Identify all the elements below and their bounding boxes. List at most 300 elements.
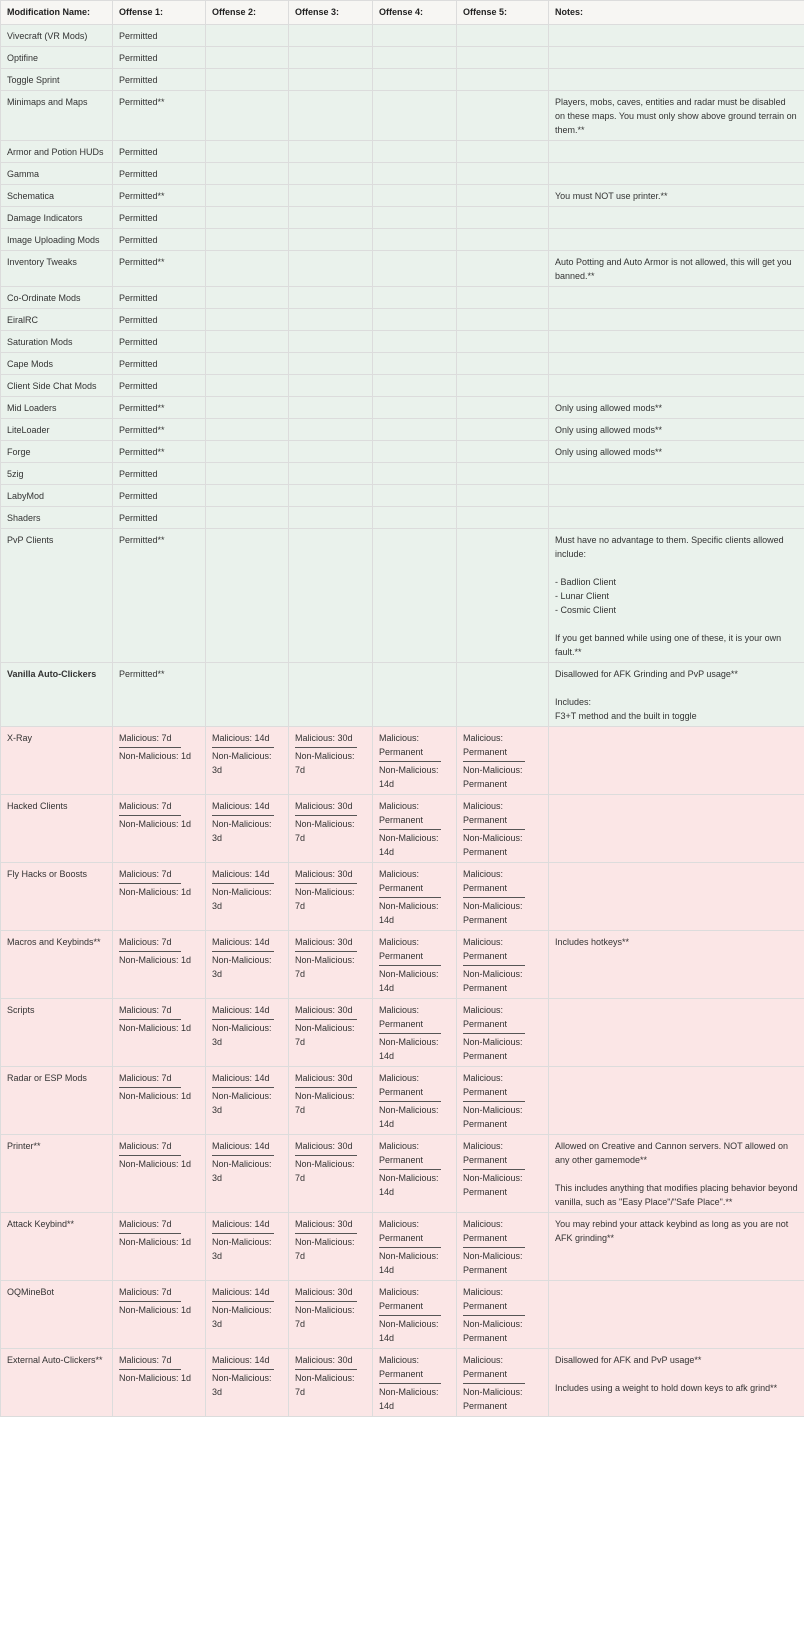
penalty-divider xyxy=(295,1301,357,1302)
notes-cell xyxy=(549,287,804,309)
mod-name-cell: External Auto-Clickers** xyxy=(1,1349,113,1417)
penalty-divider xyxy=(463,1315,525,1316)
mod-name-cell: Shaders xyxy=(1,507,113,529)
mod-name-cell: Client Side Chat Mods xyxy=(1,375,113,397)
empty-cell xyxy=(457,309,549,331)
empty-cell xyxy=(289,69,373,91)
malicious-penalty: Malicious: Permanent xyxy=(463,937,508,961)
malicious-penalty: Malicious: 30d xyxy=(295,1355,353,1365)
empty-cell xyxy=(457,251,549,287)
penalty-cell xyxy=(289,1349,373,1417)
non-malicious-penalty: Non-Malicious: 1d xyxy=(119,1023,192,1033)
penalty-cell xyxy=(373,1067,457,1135)
penalty-cell xyxy=(113,795,206,863)
notes-cell xyxy=(549,507,804,529)
status-cell: Permitted** xyxy=(113,251,206,287)
notes-cell xyxy=(549,251,804,287)
empty-cell xyxy=(373,229,457,251)
table-row xyxy=(1,91,804,141)
empty-cell xyxy=(289,419,373,441)
penalty-cell xyxy=(457,999,549,1067)
malicious-penalty: Malicious: Permanent xyxy=(379,1219,424,1243)
mod-name-cell: EiralRC xyxy=(1,309,113,331)
mod-name-cell: Hacked Clients xyxy=(1,795,113,863)
non-malicious-penalty: Non-Malicious: 14d xyxy=(379,969,439,993)
non-malicious-penalty: Non-Malicious: 3d xyxy=(212,955,272,979)
penalty-divider xyxy=(463,1033,525,1034)
notes-cell xyxy=(549,309,804,331)
table-row xyxy=(1,507,804,529)
mod-name-cell: Image Uploading Mods xyxy=(1,229,113,251)
non-malicious-penalty: Non-Malicious: 1d xyxy=(119,751,192,761)
non-malicious-penalty: Non-Malicious: Permanent xyxy=(463,1251,523,1275)
non-malicious-penalty: Non-Malicious: 3d xyxy=(212,1305,272,1329)
notes-line: Includes: xyxy=(555,697,592,707)
table-row xyxy=(1,419,804,441)
non-malicious-penalty: Non-Malicious: 1d xyxy=(119,1305,192,1315)
malicious-penalty: Malicious: 7d xyxy=(119,1073,172,1083)
notes-line: You may rebind your attack keybind as long as you are not AFK grinding** xyxy=(555,1219,789,1243)
notes-cell xyxy=(549,663,804,727)
malicious-penalty: Malicious: 14d xyxy=(212,869,270,879)
mod-name-cell: Gamma xyxy=(1,163,113,185)
penalty-divider xyxy=(463,761,525,762)
empty-cell xyxy=(206,663,289,727)
empty-cell xyxy=(457,207,549,229)
table-row xyxy=(1,47,804,69)
non-malicious-penalty: Non-Malicious: 3d xyxy=(212,1159,272,1183)
empty-cell xyxy=(289,507,373,529)
non-malicious-penalty: Non-Malicious: 3d xyxy=(212,751,272,775)
notes-cell xyxy=(549,441,804,463)
malicious-penalty: Malicious: 30d xyxy=(295,1073,353,1083)
non-malicious-penalty: Non-Malicious: 7d xyxy=(295,1023,355,1047)
malicious-penalty: Malicious: 7d xyxy=(119,1287,172,1297)
penalty-divider xyxy=(463,1247,525,1248)
status-cell: Permitted** xyxy=(113,91,206,141)
empty-cell xyxy=(206,163,289,185)
penalty-divider xyxy=(119,1369,181,1370)
empty-cell xyxy=(373,663,457,727)
mod-name-cell: Schematica xyxy=(1,185,113,207)
non-malicious-penalty: Non-Malicious: 1d xyxy=(119,819,192,829)
malicious-penalty: Malicious: 14d xyxy=(212,937,270,947)
non-malicious-penalty: Non-Malicious: 1d xyxy=(119,1159,192,1169)
penalty-cell xyxy=(373,931,457,999)
malicious-penalty: Malicious: 7d xyxy=(119,937,172,947)
notes-cell xyxy=(549,931,804,999)
penalty-divider xyxy=(212,1019,274,1020)
table-body xyxy=(1,25,804,1417)
non-malicious-penalty: Non-Malicious: 14d xyxy=(379,1173,439,1197)
status-cell: Permitted xyxy=(113,287,206,309)
penalty-cell xyxy=(113,1349,206,1417)
notes-cell xyxy=(549,141,804,163)
notes-cell xyxy=(549,229,804,251)
penalty-cell xyxy=(206,727,289,795)
non-malicious-penalty: Non-Malicious: 3d xyxy=(212,1237,272,1261)
penalty-cell xyxy=(289,1067,373,1135)
penalty-divider xyxy=(119,883,181,884)
empty-cell xyxy=(373,419,457,441)
non-malicious-penalty: Non-Malicious: 14d xyxy=(379,1037,439,1061)
empty-cell xyxy=(206,463,289,485)
penalty-divider xyxy=(295,815,357,816)
table-row xyxy=(1,331,804,353)
non-malicious-penalty: Non-Malicious: 7d xyxy=(295,955,355,979)
empty-cell xyxy=(206,229,289,251)
notes-cell xyxy=(549,863,804,931)
empty-cell xyxy=(373,69,457,91)
table-row xyxy=(1,931,804,999)
notes-cell xyxy=(549,397,804,419)
penalty-divider xyxy=(295,951,357,952)
empty-cell xyxy=(373,485,457,507)
non-malicious-penalty: Non-Malicious: Permanent xyxy=(463,833,523,857)
non-malicious-penalty: Non-Malicious: 14d xyxy=(379,901,439,925)
malicious-penalty: Malicious: 14d xyxy=(212,1219,270,1229)
empty-cell xyxy=(457,141,549,163)
empty-cell xyxy=(206,207,289,229)
non-malicious-penalty: Non-Malicious: 14d xyxy=(379,765,439,789)
empty-cell xyxy=(457,287,549,309)
penalty-divider xyxy=(212,1087,274,1088)
non-malicious-penalty: Non-Malicious: 14d xyxy=(379,833,439,857)
non-malicious-penalty: Non-Malicious: 7d xyxy=(295,751,355,775)
notes-spacer xyxy=(555,617,798,631)
notes-line: - Cosmic Client xyxy=(555,605,617,615)
non-malicious-penalty: Non-Malicious: 7d xyxy=(295,819,355,843)
penalty-divider xyxy=(463,829,525,830)
empty-cell xyxy=(457,663,549,727)
notes-cell xyxy=(549,353,804,375)
empty-cell xyxy=(289,25,373,47)
penalty-cell xyxy=(373,1135,457,1213)
notes-cell xyxy=(549,331,804,353)
empty-cell xyxy=(206,419,289,441)
header-offense-3: Offense 3: xyxy=(289,1,373,25)
penalty-cell xyxy=(373,727,457,795)
empty-cell xyxy=(457,375,549,397)
penalty-cell xyxy=(206,1067,289,1135)
penalty-divider xyxy=(119,1019,181,1020)
empty-cell xyxy=(289,309,373,331)
table-row xyxy=(1,1281,804,1349)
table-row xyxy=(1,375,804,397)
empty-cell xyxy=(373,207,457,229)
penalty-cell xyxy=(206,1135,289,1213)
empty-cell xyxy=(457,47,549,69)
notes-line: - Badlion Client xyxy=(555,577,617,587)
empty-cell xyxy=(373,441,457,463)
penalty-cell xyxy=(457,795,549,863)
empty-cell xyxy=(289,485,373,507)
non-malicious-penalty: Non-Malicious: Permanent xyxy=(463,1105,523,1129)
malicious-penalty: Malicious: 30d xyxy=(295,733,353,743)
malicious-penalty: Malicious: Permanent xyxy=(379,1141,424,1165)
penalty-cell xyxy=(206,931,289,999)
non-malicious-penalty: Non-Malicious: Permanent xyxy=(463,1037,523,1061)
header-offense-2: Offense 2: xyxy=(206,1,289,25)
penalty-cell xyxy=(113,1281,206,1349)
penalty-cell xyxy=(113,1213,206,1281)
header-offense-5: Offense 5: xyxy=(457,1,549,25)
penalty-divider xyxy=(119,815,181,816)
penalty-divider xyxy=(295,1019,357,1020)
malicious-penalty: Malicious: 14d xyxy=(212,1287,270,1297)
notes-line: Only using allowed mods** xyxy=(555,447,663,457)
malicious-penalty: Malicious: 14d xyxy=(212,1005,270,1015)
empty-cell xyxy=(457,229,549,251)
empty-cell xyxy=(289,287,373,309)
empty-cell xyxy=(457,441,549,463)
table-row xyxy=(1,1349,804,1417)
non-malicious-penalty: Non-Malicious: 7d xyxy=(295,887,355,911)
penalty-divider xyxy=(119,1233,181,1234)
empty-cell xyxy=(289,663,373,727)
table-row xyxy=(1,251,804,287)
empty-cell xyxy=(457,69,549,91)
penalty-divider xyxy=(379,897,441,898)
penalty-cell xyxy=(206,863,289,931)
notes-line: Disallowed for AFK and PvP usage** xyxy=(555,1355,702,1365)
non-malicious-penalty: Non-Malicious: Permanent xyxy=(463,1173,523,1197)
status-cell: Permitted xyxy=(113,375,206,397)
mod-name-cell: 5zig xyxy=(1,463,113,485)
empty-cell xyxy=(206,251,289,287)
penalty-divider xyxy=(379,1247,441,1248)
notes-cell xyxy=(549,999,804,1067)
empty-cell xyxy=(206,397,289,419)
malicious-penalty: Malicious: 7d xyxy=(119,1141,172,1151)
penalty-cell xyxy=(373,1281,457,1349)
malicious-penalty: Malicious: 7d xyxy=(119,1355,172,1365)
non-malicious-penalty: Non-Malicious: 14d xyxy=(379,1319,439,1343)
non-malicious-penalty: Non-Malicious: 3d xyxy=(212,1373,272,1397)
penalty-cell xyxy=(457,1067,549,1135)
non-malicious-penalty: Non-Malicious: 7d xyxy=(295,1237,355,1261)
empty-cell xyxy=(206,507,289,529)
penalty-divider xyxy=(463,897,525,898)
empty-cell xyxy=(373,463,457,485)
mod-name-cell: Inventory Tweaks xyxy=(1,251,113,287)
malicious-penalty: Malicious: Permanent xyxy=(463,733,508,757)
empty-cell xyxy=(457,397,549,419)
penalty-cell xyxy=(373,1213,457,1281)
penalty-cell xyxy=(113,931,206,999)
penalty-cell xyxy=(289,795,373,863)
status-cell: Permitted xyxy=(113,141,206,163)
mod-name-cell: Forge xyxy=(1,441,113,463)
penalty-divider xyxy=(295,883,357,884)
penalty-divider xyxy=(379,1315,441,1316)
malicious-penalty: Malicious: Permanent xyxy=(379,869,424,893)
status-cell: Permitted xyxy=(113,69,206,91)
empty-cell xyxy=(373,91,457,141)
table-row xyxy=(1,287,804,309)
notes-cell xyxy=(549,463,804,485)
malicious-penalty: Malicious: Permanent xyxy=(379,1005,424,1029)
empty-cell xyxy=(206,25,289,47)
penalty-cell xyxy=(289,727,373,795)
non-malicious-penalty: Non-Malicious: 7d xyxy=(295,1091,355,1115)
mod-name-cell: Printer** xyxy=(1,1135,113,1213)
penalty-divider xyxy=(212,1233,274,1234)
non-malicious-penalty: Non-Malicious: 1d xyxy=(119,1091,192,1101)
empty-cell xyxy=(289,251,373,287)
mod-name-cell: Minimaps and Maps xyxy=(1,91,113,141)
non-malicious-penalty: Non-Malicious: Permanent xyxy=(463,1319,523,1343)
malicious-penalty: Malicious: Permanent xyxy=(463,1287,508,1311)
penalty-cell xyxy=(113,863,206,931)
penalty-divider xyxy=(463,1383,525,1384)
table-row xyxy=(1,163,804,185)
table-row xyxy=(1,25,804,47)
empty-cell xyxy=(373,309,457,331)
empty-cell xyxy=(457,529,549,663)
penalty-divider xyxy=(119,1155,181,1156)
penalty-divider xyxy=(119,1087,181,1088)
status-cell: Permitted xyxy=(113,485,206,507)
penalty-cell xyxy=(206,1213,289,1281)
malicious-penalty: Malicious: 7d xyxy=(119,733,172,743)
malicious-penalty: Malicious: Permanent xyxy=(379,1287,424,1311)
empty-cell xyxy=(457,419,549,441)
penalty-cell xyxy=(113,727,206,795)
empty-cell xyxy=(289,47,373,69)
non-malicious-penalty: Non-Malicious: 3d xyxy=(212,887,272,911)
penalty-divider xyxy=(379,965,441,966)
status-cell: Permitted xyxy=(113,163,206,185)
status-cell: Permitted xyxy=(113,207,206,229)
empty-cell xyxy=(206,47,289,69)
notes-line: If you get banned while using one of these, it is your own fault.** xyxy=(555,633,782,657)
malicious-penalty: Malicious: Permanent xyxy=(379,1073,424,1097)
non-malicious-penalty: Non-Malicious: Permanent xyxy=(463,901,523,925)
empty-cell xyxy=(373,163,457,185)
penalty-divider xyxy=(212,747,274,748)
empty-cell xyxy=(289,375,373,397)
penalty-cell xyxy=(373,863,457,931)
status-cell: Permitted** xyxy=(113,419,206,441)
empty-cell xyxy=(289,185,373,207)
notes-line: Disallowed for AFK Grinding and PvP usage** xyxy=(555,669,738,679)
notes-spacer xyxy=(555,1167,798,1181)
notes-line: You must NOT use printer.** xyxy=(555,191,668,201)
non-malicious-penalty: Non-Malicious: 7d xyxy=(295,1159,355,1183)
malicious-penalty: Malicious: 30d xyxy=(295,1005,353,1015)
penalty-divider xyxy=(379,1101,441,1102)
notes-line: This includes anything that modifies placing behavior beyond vanilla, such as "Easy Place"/"Safe Place".** xyxy=(555,1183,798,1207)
empty-cell xyxy=(289,163,373,185)
empty-cell xyxy=(206,485,289,507)
penalty-cell xyxy=(289,1281,373,1349)
malicious-penalty: Malicious: Permanent xyxy=(463,1141,508,1165)
empty-cell xyxy=(289,207,373,229)
empty-cell xyxy=(373,353,457,375)
status-cell: Permitted xyxy=(113,25,206,47)
empty-cell xyxy=(289,331,373,353)
empty-cell xyxy=(373,331,457,353)
empty-cell xyxy=(289,441,373,463)
table-row xyxy=(1,999,804,1067)
empty-cell xyxy=(457,507,549,529)
malicious-penalty: Malicious: Permanent xyxy=(463,869,508,893)
malicious-penalty: Malicious: 14d xyxy=(212,1141,270,1151)
empty-cell xyxy=(373,251,457,287)
notes-cell xyxy=(549,163,804,185)
notes-spacer xyxy=(555,1367,798,1381)
malicious-penalty: Malicious: Permanent xyxy=(463,1005,508,1029)
table-row xyxy=(1,141,804,163)
empty-cell xyxy=(206,529,289,663)
mod-name-cell: Saturation Mods xyxy=(1,331,113,353)
mod-name-cell: LiteLoader xyxy=(1,419,113,441)
empty-cell xyxy=(206,185,289,207)
penalty-cell xyxy=(206,999,289,1067)
mod-name-cell: Damage Indicators xyxy=(1,207,113,229)
table-row xyxy=(1,441,804,463)
empty-cell xyxy=(206,141,289,163)
header-row xyxy=(1,1,804,25)
empty-cell xyxy=(289,529,373,663)
malicious-penalty: Malicious: Permanent xyxy=(379,733,424,757)
empty-cell xyxy=(289,353,373,375)
empty-cell xyxy=(457,25,549,47)
non-malicious-penalty: Non-Malicious: 1d xyxy=(119,1237,192,1247)
empty-cell xyxy=(457,463,549,485)
table-row xyxy=(1,1067,804,1135)
mod-name-cell: LabyMod xyxy=(1,485,113,507)
penalty-cell xyxy=(457,1213,549,1281)
penalty-cell xyxy=(206,1281,289,1349)
non-malicious-penalty: Non-Malicious: 14d xyxy=(379,1251,439,1275)
penalty-divider xyxy=(119,1301,181,1302)
empty-cell xyxy=(206,353,289,375)
non-malicious-penalty: Non-Malicious: 14d xyxy=(379,1387,439,1411)
notes-line: Includes hotkeys** xyxy=(555,937,630,947)
empty-cell xyxy=(457,163,549,185)
malicious-penalty: Malicious: 30d xyxy=(295,1287,353,1297)
malicious-penalty: Malicious: 7d xyxy=(119,1219,172,1229)
malicious-penalty: Malicious: 14d xyxy=(212,1355,270,1365)
table-row xyxy=(1,485,804,507)
header-modification-name: Modification Name: xyxy=(1,1,113,25)
status-cell: Permitted xyxy=(113,229,206,251)
non-malicious-penalty: Non-Malicious: 7d xyxy=(295,1305,355,1329)
empty-cell xyxy=(373,375,457,397)
empty-cell xyxy=(206,287,289,309)
empty-cell xyxy=(457,331,549,353)
notes-cell xyxy=(549,91,804,141)
notes-line: - Lunar Client xyxy=(555,591,610,601)
malicious-penalty: Malicious: 30d xyxy=(295,1219,353,1229)
mod-name-cell: Vivecraft (VR Mods) xyxy=(1,25,113,47)
table-row xyxy=(1,795,804,863)
penalty-cell xyxy=(289,931,373,999)
penalty-divider xyxy=(295,1087,357,1088)
notes-line: Only using allowed mods** xyxy=(555,403,663,413)
empty-cell xyxy=(289,229,373,251)
malicious-penalty: Malicious: Permanent xyxy=(379,937,424,961)
empty-cell xyxy=(373,507,457,529)
table-row xyxy=(1,529,804,663)
notes-line: F3+T method and the built in toggle xyxy=(555,711,697,721)
penalty-cell xyxy=(113,1067,206,1135)
empty-cell xyxy=(457,91,549,141)
table-row xyxy=(1,353,804,375)
notes-cell xyxy=(549,25,804,47)
